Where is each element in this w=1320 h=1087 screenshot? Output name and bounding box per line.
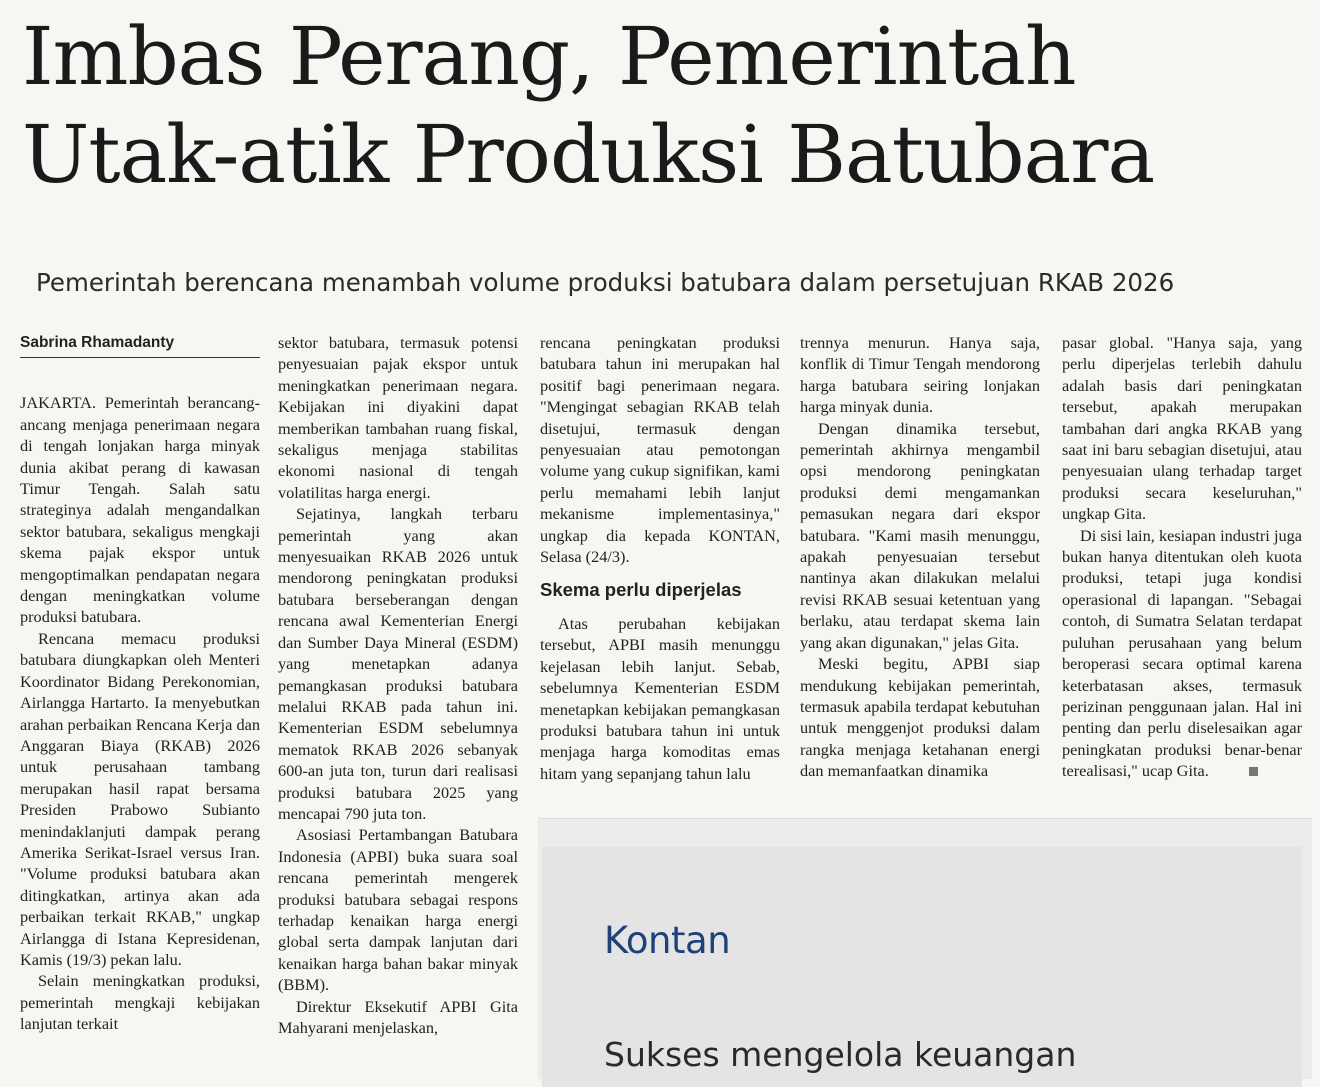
paragraph: Asosiasi Pertambangan Batubara Indonesia (APBI) buka suara soal rencana pemerintah mengerek produksi batubara sebagai respons terhadap kenaikan harga energi global serta dampak lanjutan dari kenaikan harga bahan bakar minyak (BBM). [278,825,518,995]
paragraph: Meski begitu, APBI siap mendukung kebijakan pemerintah, termasuk apabila terdapat kebutuhan untuk menggenjot produksi dalam rangka menjaga ketahanan energi dan memanfaatkan dinamika [800,654,1040,781]
paragraph: JAKARTA. Pemerintah berancang-ancang menjaga penerimaan negara di tengah lonjakan harga minyak dunia akibat perang di kawasan Timur Tengah. Salah satu strateginya adalah mengandalkan sektor batubara, sekaligus mengkaji skema pajak ekspor untuk mengoptimalkan pendapatan negara dengan meningkatkan volume produksi batubara. [20,393,260,627]
paragraph: trennya menurun. Hanya saja, konflik di Timur Tengah mendorong harga batubara seiring lonjakan harga minyak dunia. [800,333,1040,417]
article-column-1 [20,332,260,1035]
article-subtitle: Pemerintah berencana menambah volume produksi batubara dalam persetujuan RKAB 2026 [36,268,1175,297]
section-subhead: Skema perlu diperjelas [540,579,742,601]
paragraph-text: Di sisi lain, kesiapan industri juga bukan hanya ditentukan oleh kuota produksi, tetapi juga kondisi operasional di lapangan. "Sebagai contoh, di Sumatra Selatan terdapat puluhan perusahaan yang belum beroperasi secara optimal karena keterbatasan akses, termasuk perizinan penggunaan jalan. Hal ini penting dan perlu diselesaikan agar peningkatan produksi benar-benar terealisasi," ucap Gita. [1062,525,1302,781]
paragraph: rencana peningkatan produksi batubara tahun ini merupakan hal positif bagi penerimaan negara. "Mengingat sebagian RKAB telah disetujui, termasuk dengan penyesuaian atau pemotongan volume yang cukup signifikan, kami perlu memahami lebih lanjut mekanisme implementasinya," ungkap dia kepada KONTAN, Selasa (24/3). [540,333,780,567]
article-headline [22,8,1312,204]
headline-line-1: Imbas Perang, Pemerintah [22,10,1076,103]
paragraph: Direktur Eksekutif APBI Gita Mahyarani menjelaskan, [278,996,518,1037]
ad-panel [542,847,1302,1087]
paragraph: Selain meningkatkan produksi, pemerintah mengkaji kebijakan lanjutan terkait [20,971,260,1034]
paragraph: Dengan dinamika tersebut, pemerintah akhirnya mengambil opsi mendorong peningkatan produksi demi mengamankan pemasukan negara dari ekspor batubara. "Kami masih menunggu, apakah penyesuaian tersebut nantinya akan dilakukan melalui revisi RKAB sesuai ketentuan yang berlaku, atau terdapat skema lain yang akan digunakan," jelas Gita. [800,418,1040,652]
paragraph [1062,525,1302,782]
kontan-logo [604,919,730,962]
end-mark-icon [1249,767,1258,776]
headline-line-2: Utak-atik Produksi Batubara [22,108,1155,201]
paragraph: sektor batubara, termasuk potensi penyesuaian pajak ekspor untuk meningkatkan penerimaan negara. Kebijakan ini diyakini dapat memberikan tambahan ruang fiskal, sekaligus menjaga stabilitas ekonomi nasional di tengah volatilitas harga energi. [278,333,518,502]
paragraph: Atas perubahan kebijakan tersebut, APBI masih menunggu kejelasan lebih lanjut. Sebab, sebelumnya Kementerian ESDM menetapkan kebijakan pemangkasan produksi batubara tahun ini untuk menjaga harga komoditas emas hitam yang sepanjang tahun lalu [540,613,780,783]
logo-text: Kontan [604,919,731,962]
author-byline: Sabrina Rhamadanty [20,332,260,358]
paragraph: pasar global. "Hanya saja, yang perlu diperjelas terlebih dahulu adalah basis dari peningkatan tersebut, apakah merupakan tambahan dari angka RKAB yang saat ini baru sebagian disetujui, atau penyesuaian ulang terhadap target produksi secara keseluruhan," ungkap Gita. [1062,333,1302,524]
ad-tagline: Sukses mengelola keuangan [604,1035,1077,1074]
article-column-3 [540,332,780,784]
article-column-5 [1062,332,1302,782]
article-column-2 [278,332,518,1038]
article-column-4 [800,332,1040,782]
advertisement[interactable] [538,818,1312,1079]
paragraph: Sejatinya, langkah terbaru pemerintah yang akan menyesuaikan RKAB 2026 untuk mendorong peningkatan produksi batubara berseberangan dengan rencana awal Kementerian Energi dan Sumber Daya Mineral (ESDM) yang menetapkan adanya pemangkasan produksi batubara melalui RKAB pada tahun ini. Kementerian ESDM sebelumnya mematok RKAB 2026 sebanyak 600-an juta ton, turun dari realisasi produksi batubara 2025 yang mencapai 790 juta ton. [278,504,518,823]
paragraph: Rencana memacu produksi batubara diungkapkan oleh Menteri Koordinator Bidang Perekonomian, Airlangga Hartarto. Ia menyebutkan arahan perbaikan Rencana Kerja dan Anggaran Biaya (RKAB) 2026 untuk perusahaan tambang merupakan hasil rapat bersama Presiden Prabowo Subianto menindaklanjuti dampak perang Amerika Serikat-Israel versus Iran. "Volume produksi batubara akan ditingkatkan, artinya akan ada perbaikan terkait RKAB," ungkap Airlangga di Istana Kepresidenan, Kamis (19/3) pekan lalu. [20,628,260,969]
